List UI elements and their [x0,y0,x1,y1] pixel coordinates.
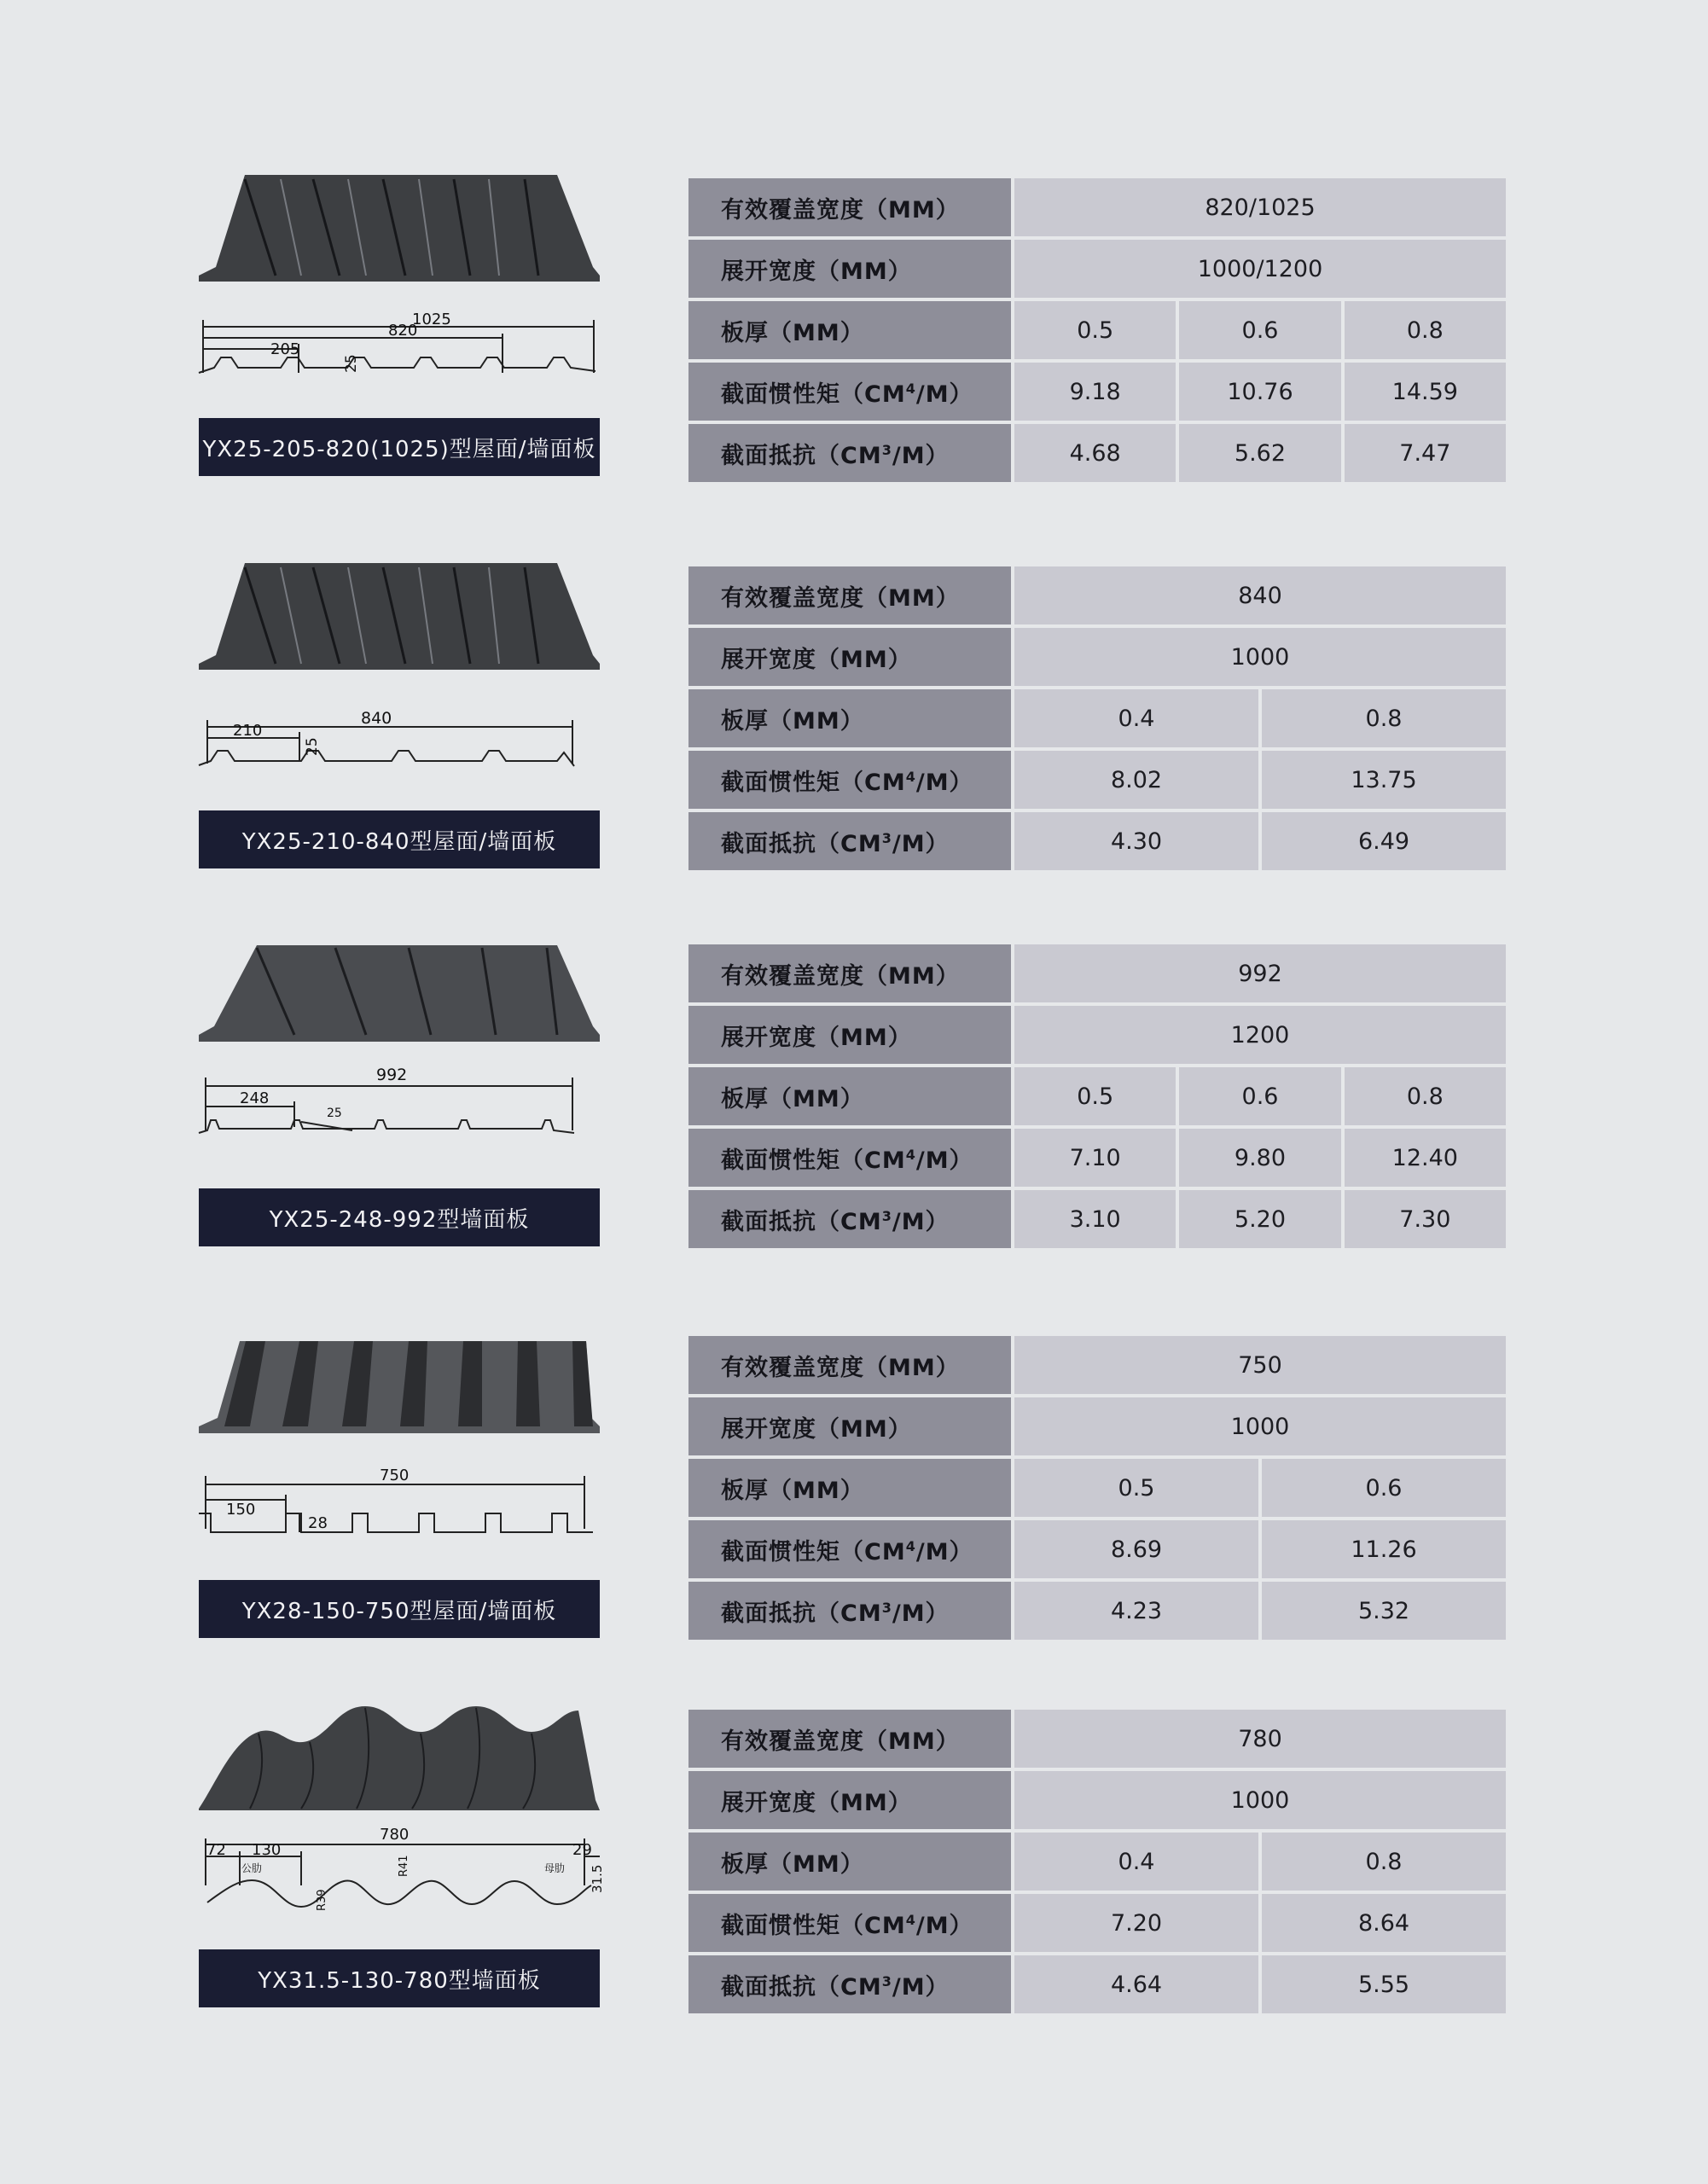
dim-rib-1: 205 [270,340,300,358]
spec-value: 10.76 [1177,361,1342,422]
spec-row-unfolded [687,238,1508,299]
spec-row-thickness [687,1457,1508,1519]
spec-row-unfolded [687,626,1508,688]
spec-row-coverage [687,1334,1508,1396]
dim-overall-5: 780 [380,1826,410,1844]
panel-illustration-1 [199,175,600,388]
dim-height-1: 25 [343,354,360,373]
spec-value: 4.64 [1013,1954,1260,2015]
spec-label: 有效覆盖宽度（MM） [687,1708,1013,1769]
spec-row-resistance [687,1954,1508,2015]
spec-value: 5.62 [1177,422,1342,484]
product-caption-3: YX25-248-992型墙面板 [199,1188,600,1246]
spec-value: 8.64 [1260,1892,1508,1954]
spec-value: 14.59 [1343,361,1508,422]
spec-label: 有效覆盖宽度（MM） [687,1334,1013,1396]
panel-profile-drawing-4 [199,1333,600,1546]
dim-rib-4: 150 [226,1501,256,1519]
spec-label: 展开宽度（MM） [687,238,1013,299]
spec-value: 1000 [1013,1769,1508,1831]
spec-row-coverage [687,177,1508,238]
spec-table-2 [685,563,1509,874]
female-rib-label: 母肋 [544,1862,566,1874]
spec-value: 7.30 [1343,1188,1508,1250]
panel-profile-drawing-1 [199,175,600,388]
radius-label-2: R39 [316,1889,328,1911]
spec-row-coverage [687,565,1508,626]
product-caption-5: YX31.5-130-780型墙面板 [199,1949,600,2007]
dim-overall-1: 1025 [412,311,451,328]
spec-value: 4.23 [1013,1580,1260,1641]
spec-value: 9.18 [1013,361,1177,422]
dim-right-5: 29 [572,1841,592,1859]
spec-label: 板厚（MM） [687,1831,1013,1892]
spec-label: 有效覆盖宽度（MM） [687,943,1013,1004]
spec-value: 840 [1013,565,1508,626]
spec-label: 截面惯性矩$(CM^4/M)$ [687,749,1013,810]
spec-row-inertia [687,1127,1508,1188]
dim-left-5: 72 [206,1841,226,1859]
spec-label: 截面抵抗$(CM^3/M)$ [687,1580,1013,1641]
spec-label: 截面抵抗$(CM^3/M)$ [687,1954,1013,2015]
dim-rib-2: 210 [233,722,263,740]
spec-value: 7.20 [1013,1892,1260,1954]
spec-table-3 [685,941,1509,1252]
spec-value: 0.6 [1177,1066,1342,1127]
spec-value: 3.10 [1013,1188,1177,1250]
spec-label: 展开宽度（MM） [687,1769,1013,1831]
spec-value: 7.47 [1343,422,1508,484]
spec-value: 0.8 [1343,1066,1508,1127]
spec-value: 5.32 [1260,1580,1508,1641]
spec-value: 1200 [1013,1004,1508,1066]
spec-row-unfolded [687,1769,1508,1831]
spec-value: 9.80 [1177,1127,1342,1188]
spec-row-inertia [687,749,1508,810]
spec-value: 0.5 [1013,299,1177,361]
spec-value: 5.55 [1260,1954,1508,2015]
dim-height-3: 25 [327,1107,342,1120]
spec-value: 0.4 [1013,688,1260,749]
spec-label: 展开宽度（MM） [687,626,1013,688]
dim-height-5: 31.5 [590,1864,605,1893]
spec-value: 7.10 [1013,1127,1177,1188]
spec-table-4 [685,1333,1509,1643]
spec-label: 板厚（MM） [687,1457,1013,1519]
spec-row-unfolded [687,1004,1508,1066]
panel-illustration-2 [199,563,600,776]
panel-profile-drawing-3 [199,941,600,1154]
spec-row-coverage [687,943,1508,1004]
male-rib-label: 公肋 [241,1862,263,1874]
spec-value: 0.8 [1343,299,1508,361]
spec-label: 截面抵抗$(CM^3/M)$ [687,1188,1013,1250]
spec-value: 0.4 [1013,1831,1260,1892]
spec-value: 0.6 [1177,299,1342,361]
spec-label: 截面惯性矩$(CM^4/M)$ [687,1892,1013,1954]
spec-label: 截面惯性矩$(CM^4/M)$ [687,361,1013,422]
spec-value: 1000 [1013,1396,1508,1457]
spec-value: 12.40 [1343,1127,1508,1188]
spec-label: 有效覆盖宽度（MM） [687,565,1013,626]
spec-label: 展开宽度（MM） [687,1004,1013,1066]
spec-value: 13.75 [1260,749,1508,810]
spec-label: 板厚（MM） [687,299,1013,361]
spec-row-thickness [687,299,1508,361]
spec-row-inertia [687,1892,1508,1954]
spec-label: 截面惯性矩$(CM^4/M)$ [687,1519,1013,1580]
spec-row-resistance [687,1188,1508,1250]
product-caption-1: YX25-205-820(1025)型屋面/墙面板 [199,418,600,476]
panel-illustration-5 [199,1706,605,1920]
spec-value: 8.69 [1013,1519,1260,1580]
spec-row-coverage [687,1708,1508,1769]
spec-value: 0.5 [1013,1457,1260,1519]
spec-table-5 [685,1706,1509,2017]
spec-value: 0.5 [1013,1066,1177,1127]
spec-value: 5.20 [1177,1188,1342,1250]
spec-label: 截面惯性矩$(CM^4/M)$ [687,1127,1013,1188]
spec-row-inertia [687,361,1508,422]
spec-row-inertia [687,1519,1508,1580]
spec-row-resistance [687,1580,1508,1641]
spec-value: 1000/1200 [1013,238,1508,299]
spec-value: 992 [1013,943,1508,1004]
spec-value: 820/1025 [1013,177,1508,238]
dim-overall-3: 992 [376,1066,408,1084]
panel-profile-drawing-5 [199,1706,605,1920]
spec-label: 板厚（MM） [687,688,1013,749]
dim-height-4: 28 [308,1514,328,1532]
spec-value: 750 [1013,1334,1508,1396]
panel-illustration-4 [199,1333,600,1546]
dim-rib-5: 130 [252,1841,282,1859]
spec-row-unfolded [687,1396,1508,1457]
dim-mid-1: 820 [388,322,418,340]
spec-value: 4.30 [1013,810,1260,872]
spec-value: 6.49 [1260,810,1508,872]
dim-overall-2: 840 [361,709,392,728]
spec-value: 8.02 [1013,749,1260,810]
spec-label: 有效覆盖宽度（MM） [687,177,1013,238]
spec-label: 截面抵抗$(CM^3/M)$ [687,422,1013,484]
product-caption-2: YX25-210-840型屋面/墙面板 [199,810,600,868]
spec-value: 1000 [1013,626,1508,688]
spec-row-thickness [687,688,1508,749]
spec-value: 4.68 [1013,422,1177,484]
spec-row-resistance [687,810,1508,872]
spec-table-1 [685,175,1509,485]
spec-value: 11.26 [1260,1519,1508,1580]
spec-value: 0.8 [1260,688,1508,749]
spec-row-thickness [687,1831,1508,1892]
dim-rib-3: 248 [240,1089,270,1107]
spec-label: 板厚（MM） [687,1066,1013,1127]
spec-value: 780 [1013,1708,1508,1769]
radius-label-1: R41 [398,1855,410,1877]
product-caption-4: YX28-150-750型屋面/墙面板 [199,1580,600,1638]
panel-profile-drawing-2 [199,563,600,776]
spec-row-thickness [687,1066,1508,1127]
spec-value: 0.8 [1260,1831,1508,1892]
dim-overall-4: 750 [380,1467,410,1484]
spec-row-resistance [687,422,1508,484]
panel-illustration-3 [199,941,600,1154]
spec-label: 截面抵抗$(CM^3/M)$ [687,810,1013,872]
spec-value: 0.6 [1260,1457,1508,1519]
spec-label: 展开宽度（MM） [687,1396,1013,1457]
dim-height-2: 25 [304,737,321,756]
